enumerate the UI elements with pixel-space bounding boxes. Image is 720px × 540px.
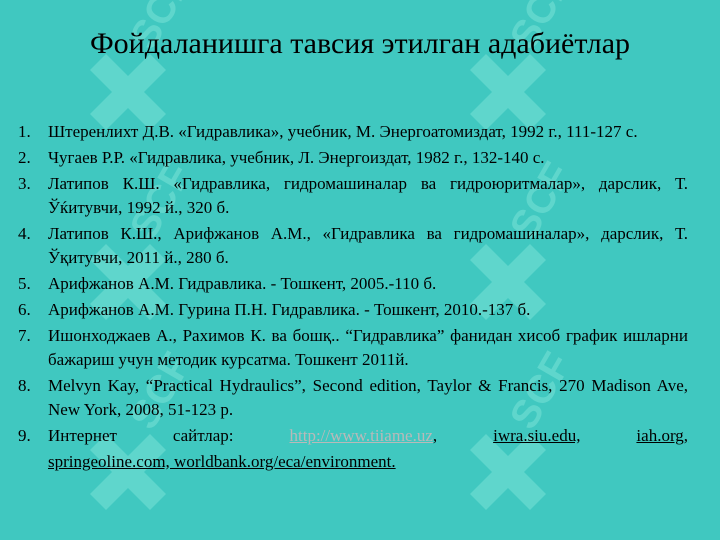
link-tiiame[interactable]: http://www.tiiame.uz [289,426,433,445]
link-iah[interactable]: iah.org, [636,426,689,445]
list-item [18,272,688,296]
list-item [18,222,688,270]
link-iwra[interactable]: iwra.siu.edu, [493,426,581,445]
list-item-number: 6. [18,300,31,319]
list-item-number: 2. [18,148,31,167]
internet-label: Интернет сайтлар: [48,426,234,445]
list-item-text: Ишонходжаев А., Рахимов К. ва бошқ.. “Гидравлика” фанидан хисоб график ишларни бажариш учун методик курсатма. Тошкент 2011й. [48,326,688,369]
list-item-text: Латипов К.Ш., Арифжанов А.М., «Гидравлика ва гидромашиналар», дарслик, Т. Ўқитувчи, 2011 й., 280 б. [48,224,688,267]
list-item [18,298,688,322]
list-item-text: Латипов К.Ш. «Гидравлика, гидромашиналар ва гидроюритмалар», дарслик, Т. Ўќитувчи, 1992 й., 320 б. [48,174,688,217]
list-item-number: 5. [18,274,31,293]
watermark-logo [470,0,580,130]
list-item-continued [18,450,688,474]
list-item-number: 3. [18,174,31,193]
list-item-internet [18,424,688,448]
page-title: Фойдаланишга тавсия этилган адабиётлар [89,27,631,60]
list-item [18,120,688,144]
list-item-number: 1. [18,122,31,141]
list-item [18,374,688,422]
list-item [18,146,688,170]
reference-list [18,120,688,476]
list-item-text: Чугаев Р.Р. «Гидравлика, учебник, Л. Энергоиздат, 1982 г., 132-140 с. [48,148,545,167]
list-item-text: Арифжанов А.М. Гурина П.Н. Гидравлика. - Тошкент, 2010.-137 б. [48,300,531,319]
link-springer-worldbank[interactable]: springeoline.com, worldbank.org/eca/environment. [48,452,396,471]
list-item-text: Melvyn Kay, “Practical Hydraulics”, Second edition, Taylor & Francis, 270 Madison Ave, New York, 2008, 51-123 p. [48,376,688,419]
list-item-number: 4. [18,224,31,243]
list-item [18,324,688,372]
internet-links-text: Интернет сайтлар: http://www.tiiame.uz, iwra.siu.edu, iah.org, [48,426,689,445]
list-item [18,172,688,220]
list-item-number: 7. [18,326,31,345]
list-item-text: Штеренлихт Д.В. «Гидравлика», учебник, М. Энергоатомиздат, 1992 г., 111-127 с. [48,122,638,141]
list-item-number: 9. [18,426,31,445]
list-item-text: Арифжанов А.М. Гидравлика. - Тошкент, 2005.-110 б. [48,274,437,293]
watermark-logo [90,0,200,130]
list-item-number: 8. [18,376,31,395]
